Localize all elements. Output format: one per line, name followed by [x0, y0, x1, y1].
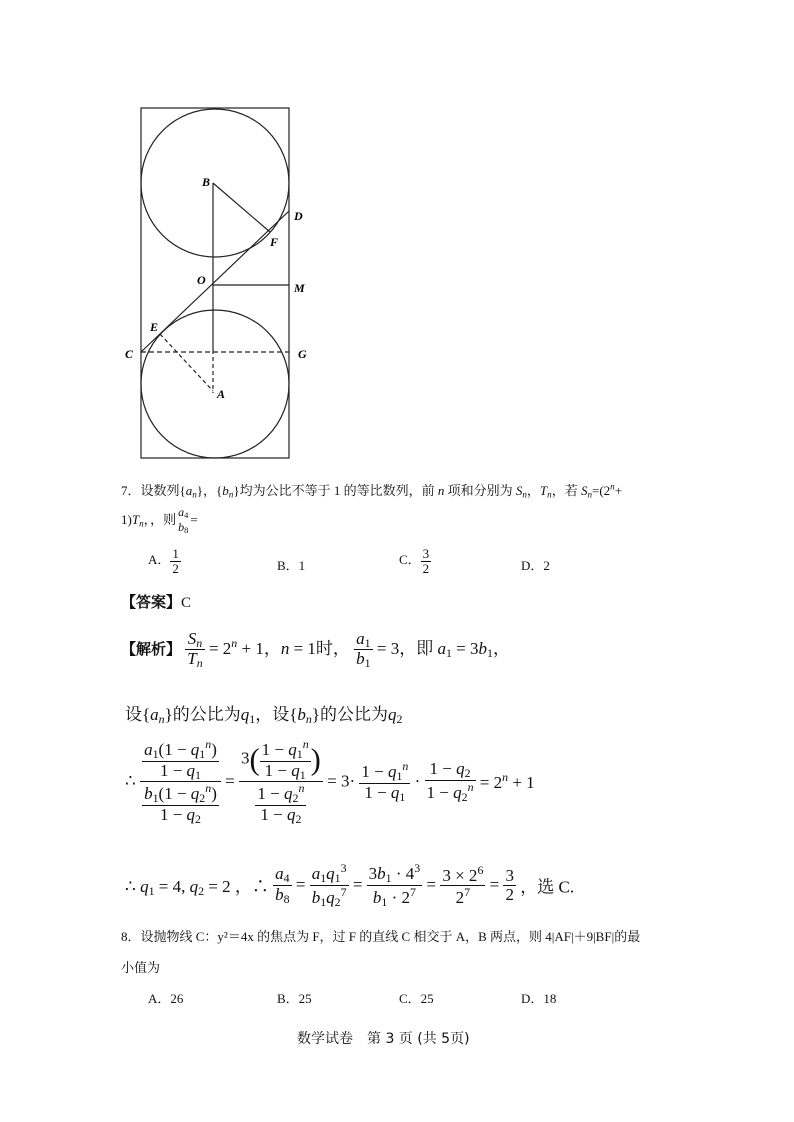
label-M: M	[294, 281, 305, 295]
analysis-derivation: ∴ $\frac{\frac{a_1(1 - q_1^n)}{1 - q_1}}{\frac{b_1(1 - q_2^n)}{1 - q_2}}$ = 3( $\frac{1 - q_1^n}{1 - q_1}$ ) $\frac{1 - q_2^n}{1 - q_2}$ = 3· $\frac{1 - q_1^n}{1 - q_1}$ · $\frac{1 - q_2}{1 - q_2^n}$ = $2^n + 1$	[125, 737, 535, 826]
q7-option-A[interactable]: A． $\frac{1}{2}$	[148, 546, 179, 576]
q8-option-C[interactable]: C．25	[399, 991, 434, 1006]
upper-circle	[141, 109, 289, 257]
q8-option-B[interactable]: B．25	[277, 991, 312, 1006]
question-7-line-1: 7．设数列$\{a_n\}$，$\{b_n\}$均为公比不等于 1 的等比数列，前 n 项和分别为 $S_n$，$T_n$，若 $S_n=(2^n+$	[121, 481, 623, 500]
q7-option-D[interactable]: D．2	[521, 558, 550, 573]
analysis-line-1: 【解析】 $\frac{S_n}{T_n}$ = $2^n + 1$，n = 1时， $\frac{a_1}{b_1}$ = 3，即 $a_1 = 3b_1$，	[121, 629, 510, 671]
question-7-line-2: $1)T_n$，，则 $a_4$ $b_8$ =	[121, 505, 198, 535]
q8-option-D[interactable]: D．18	[521, 991, 557, 1006]
q7-option-B[interactable]: B．1	[277, 558, 306, 573]
outer-rectangle	[141, 108, 289, 458]
label-B: B	[202, 175, 211, 189]
label-D: D	[294, 209, 303, 223]
answer-value: C	[181, 595, 192, 611]
label-E: E	[150, 320, 159, 334]
label-O: O	[197, 273, 206, 287]
label-F: F	[270, 235, 279, 249]
q7-option-C[interactable]: C． $\frac{3}{2}$	[399, 546, 430, 576]
analysis-line-2: 设$\{a_n\}$的公比为$q_1$，设$\{b_n\}$的公比为$q_2$	[125, 705, 403, 726]
label-C: C	[125, 347, 134, 361]
question-8-line-1: 8．设抛物线 C：y²＝4x 的焦点为 F，过 F 的直线 C 相交于 A，B 两点，则 4|AF|＋9|BF|的最	[121, 929, 641, 944]
q8-option-A[interactable]: A．26	[148, 991, 184, 1006]
lower-circle	[141, 310, 289, 458]
analysis-conclusion: ∴ $q_1 = 4$, $q_2 = 2$ ，∴ $\frac{a_4}{b_8}$ = $\frac{a_1q_1^3}{b_1q_2^7}$ = $\frac{3b_1 \cdot 4^3}{b_1 \cdot 2^7}$ = $\frac{3 \times 2^6}{2^7}$ = $\frac{3}{2}$ ，选 C.	[125, 861, 575, 909]
answer-label: 【答案】	[121, 594, 182, 611]
answer-line	[121, 591, 191, 612]
segment-EA-dashed	[160, 334, 213, 391]
label-A: A	[217, 387, 226, 401]
label-G: G	[298, 347, 307, 361]
geometry-figure	[0, 0, 794, 470]
question-8-line-2: 小值为	[121, 960, 161, 975]
page-footer: 数学试卷 第 3 页 (共 5页)	[297, 1031, 470, 1047]
segment-BF	[213, 183, 270, 232]
